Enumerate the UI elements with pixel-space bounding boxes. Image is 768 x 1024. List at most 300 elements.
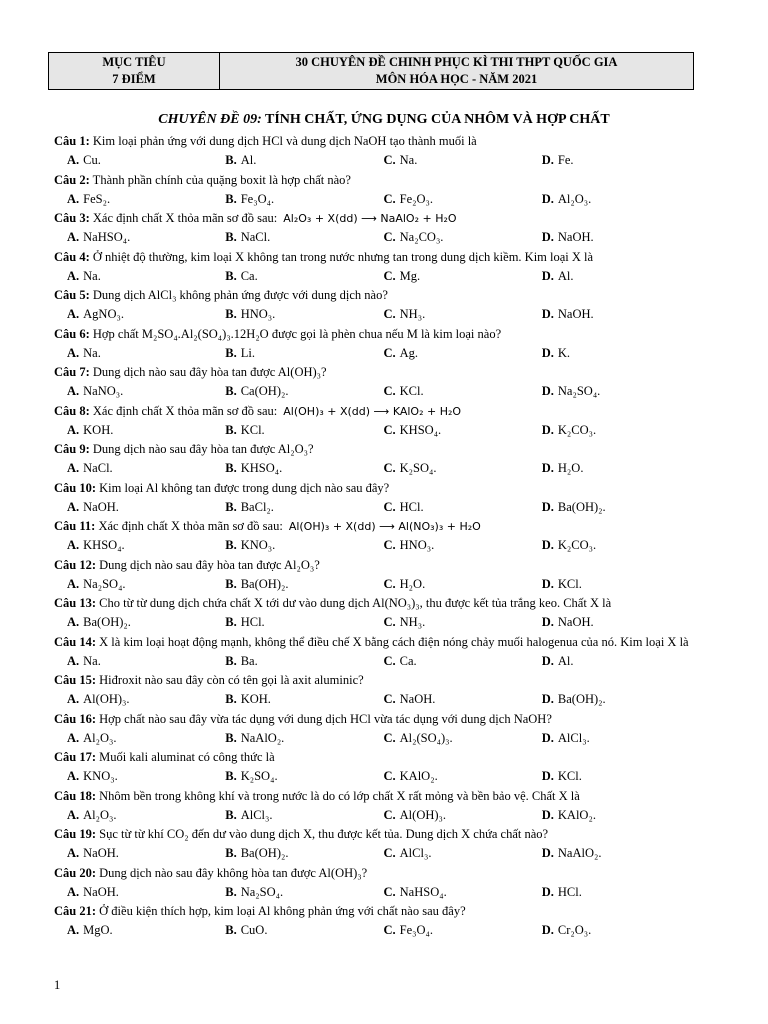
option-letter: D. (541, 730, 554, 745)
answer-options (54, 652, 700, 672)
answer-option (225, 536, 383, 556)
question-stem (54, 864, 700, 883)
question-stem (54, 286, 700, 305)
option-letter: B. (225, 923, 237, 937)
option-letter: B. (225, 807, 237, 822)
option-text: FeS₂. (83, 191, 111, 206)
question-number: Câu 19: (54, 827, 97, 841)
answer-options (54, 883, 700, 903)
option-text: AlCl₃. (557, 730, 590, 745)
answer-options (54, 844, 700, 864)
question-stem (54, 209, 700, 228)
option-text: NaNO₃. (83, 384, 124, 398)
option-letter: A. (67, 422, 80, 437)
option-text: Ag. (399, 345, 419, 360)
option-letter: D. (541, 268, 554, 283)
option-text: Na₂CO₃. (399, 230, 444, 244)
question-item (54, 902, 700, 941)
option-text: KCl. (557, 576, 582, 591)
option-letter: C. (383, 499, 396, 514)
question-stem (54, 517, 700, 536)
option-text: KAlO₂. (557, 807, 596, 822)
option-letter: C. (383, 615, 396, 629)
option-text: K₂SO₄. (399, 461, 437, 475)
question-number: Câu 15: (54, 673, 97, 687)
question-text: Ở nhiệt độ thường, kim loại X không tan trong nước nhưng tan trong dung dịch kiềm. Kim loại X là (89, 249, 594, 264)
option-text: AgNO₃. (83, 307, 124, 321)
option-text: Na₂SO₄. (83, 576, 126, 591)
question-number: Câu 8: (54, 403, 90, 418)
option-letter: A. (67, 807, 80, 822)
question-number: Câu 9: (54, 442, 90, 456)
option-letter: C. (383, 730, 396, 745)
answer-option (225, 729, 383, 749)
option-text: HCl. (399, 499, 424, 514)
answer-options (54, 151, 700, 171)
answer-option (225, 382, 383, 402)
answer-option (67, 844, 225, 864)
answer-option (67, 459, 225, 479)
answer-option (225, 344, 383, 364)
option-letter: D. (541, 191, 554, 206)
reaction-equation: Al(OH)₃ + X(dd) ⟶ KAlO₂ + H₂O (283, 404, 462, 418)
option-letter: A. (67, 268, 80, 283)
option-letter: D. (541, 692, 554, 706)
question-item (54, 209, 700, 248)
option-text: Ba(OH)₂. (557, 499, 606, 514)
answer-option (225, 421, 383, 441)
option-letter: C. (383, 576, 396, 591)
option-text: Al(OH)₃. (399, 807, 447, 822)
option-text: Ca. (399, 653, 417, 668)
question-text: Muối kali aluminat có công thức là (96, 750, 275, 764)
answer-option (542, 844, 700, 864)
option-letter: C. (383, 153, 396, 167)
answer-option (384, 498, 542, 518)
option-text: NH₃. (399, 307, 426, 321)
question-number: Câu 2: (54, 172, 90, 187)
answer-options (54, 267, 700, 287)
question-number: Câu 7: (54, 365, 90, 379)
chapter-title (0, 112, 768, 128)
option-text: KCl. (240, 422, 265, 437)
answer-options (54, 575, 700, 595)
question-item (54, 671, 700, 710)
question-text: Ở điều kiện thích hợp, kim loại Al không phản ứng với chất nào sau đây? (96, 904, 466, 918)
answer-option (225, 652, 383, 672)
option-letter: D. (541, 307, 554, 321)
answer-option (225, 767, 383, 787)
option-letter: C. (383, 345, 396, 360)
answer-option (225, 883, 383, 903)
option-text: HCl. (557, 884, 582, 899)
answer-option (384, 652, 542, 672)
option-letter: B. (225, 307, 237, 321)
answer-option (384, 267, 542, 287)
question-number: Câu 21: (54, 904, 97, 918)
option-letter: B. (225, 384, 237, 398)
answer-option (542, 190, 700, 210)
question-text: Dung dịch nào sau đây hòa tan được Al₂O₃? (89, 442, 314, 456)
option-text: NaOH. (83, 846, 119, 860)
option-text: NaOH. (83, 499, 119, 514)
answer-option (225, 613, 383, 633)
answer-option (384, 536, 542, 556)
question-item (54, 479, 700, 518)
question-stem (54, 132, 700, 151)
answer-option (67, 305, 225, 325)
question-text: Dung dịch nào sau đây không hòa tan được Al(OH)₃? (96, 865, 368, 880)
option-letter: B. (225, 499, 237, 514)
option-text: NaAlO₂. (557, 846, 602, 860)
option-letter: A. (67, 884, 80, 899)
header-target-cell (49, 53, 220, 89)
answer-option (542, 921, 700, 941)
header-target-line1: MỤC TIÊU (102, 55, 166, 69)
option-text: NaOH. (557, 307, 594, 321)
option-text: Fe. (557, 153, 574, 167)
answer-option (542, 421, 700, 441)
option-letter: B. (225, 422, 237, 437)
question-item (54, 517, 700, 556)
header-series-line2: MÔN HÓA HỌC - NĂM 2021 (375, 72, 538, 86)
option-letter: D. (541, 422, 554, 437)
answer-option (542, 498, 700, 518)
answer-option (542, 729, 700, 749)
option-letter: C. (383, 230, 396, 244)
question-list (54, 132, 700, 941)
question-number: Câu 11: (54, 519, 96, 533)
option-letter: D. (541, 884, 554, 899)
option-letter: C. (383, 692, 396, 706)
option-text: Ba(OH)₂. (240, 576, 289, 591)
answer-option (67, 575, 225, 595)
option-text: KOH. (240, 692, 271, 706)
answer-option (542, 652, 700, 672)
option-letter: D. (541, 345, 554, 360)
question-item (54, 748, 700, 787)
answer-option (542, 767, 700, 787)
answer-option (225, 305, 383, 325)
question-item (54, 325, 700, 364)
answer-option (67, 498, 225, 518)
option-text: KHSO₄. (399, 422, 442, 437)
question-item (54, 556, 700, 595)
option-text: Fe₃O₄. (240, 191, 275, 206)
option-text: Al₂O₃. (83, 730, 117, 745)
option-letter: B. (225, 230, 237, 244)
option-text: Na. (83, 653, 101, 668)
answer-options (54, 921, 700, 941)
answer-option (67, 690, 225, 710)
option-letter: B. (225, 268, 237, 283)
option-letter: C. (383, 653, 396, 668)
option-text: Al₂O₃. (557, 191, 592, 206)
option-letter: C. (383, 846, 396, 860)
option-letter: C. (383, 769, 396, 783)
option-text: NH₃. (399, 615, 426, 629)
answer-option (384, 382, 542, 402)
question-stem (54, 825, 700, 844)
question-item (54, 171, 700, 210)
reaction-equation: Al₂O₃ + X(dd) ⟶ NaAlO₂ + H₂O (283, 212, 457, 225)
option-letter: A. (67, 461, 80, 475)
option-letter: B. (225, 153, 237, 167)
answer-option (225, 267, 383, 287)
question-stem (54, 671, 700, 690)
option-letter: D. (541, 923, 554, 937)
option-text: H₂O. (399, 576, 426, 591)
answer-options (54, 729, 700, 749)
question-stem (54, 902, 700, 921)
option-letter: C. (383, 884, 396, 899)
option-letter: B. (225, 191, 237, 206)
option-text: KOH. (83, 422, 114, 437)
option-text: Al. (557, 653, 574, 668)
header-box (48, 52, 694, 90)
question-stem (54, 594, 700, 613)
answer-option (67, 344, 225, 364)
question-item (54, 363, 700, 402)
question-stem (54, 248, 700, 267)
question-stem (54, 556, 700, 575)
question-stem (54, 171, 700, 190)
question-text: Thành phần chính của quặng boxit là hợp chất nào? (89, 172, 351, 187)
option-letter: A. (67, 769, 80, 783)
option-letter: C. (383, 307, 396, 321)
answer-option (67, 151, 225, 171)
question-number: Câu 13: (54, 596, 97, 610)
option-letter: A. (67, 692, 80, 706)
answer-option (542, 344, 700, 364)
option-text: NaOH. (399, 692, 436, 706)
option-text: KNO₃. (240, 538, 276, 552)
option-text: KHSO₄. (83, 538, 125, 552)
question-number: Câu 4: (54, 249, 90, 264)
question-text: X là kim loại hoạt động mạnh, không thể điều chế X bằng cách điện nóng chảy muối halogenua của nó. Kim loại X là (96, 634, 689, 649)
option-letter: B. (225, 615, 237, 629)
option-text: Al. (557, 268, 574, 283)
answer-options (54, 767, 700, 787)
option-letter: D. (541, 576, 554, 591)
answer-option (542, 613, 700, 633)
answer-option (225, 921, 383, 941)
option-text: BaCl₂. (240, 499, 274, 514)
option-letter: A. (67, 615, 80, 629)
option-text: AlCl₃. (240, 807, 273, 822)
page-number: 1 (54, 978, 61, 992)
question-stem (54, 440, 700, 459)
answer-options (54, 228, 700, 248)
option-text: Al₂O₃. (83, 807, 117, 822)
answer-option (542, 382, 700, 402)
answer-option (225, 844, 383, 864)
answer-option (384, 575, 542, 595)
answer-option (67, 382, 225, 402)
chapter-title-text: TÍNH CHẤT, ỨNG DỤNG CỦA NHÔM VÀ HỢP CHẤT (261, 112, 610, 127)
option-text: MgO. (83, 923, 113, 937)
answer-options (54, 459, 700, 479)
option-text: KAlO₂. (399, 769, 438, 783)
answer-options (54, 344, 700, 364)
option-letter: A. (67, 923, 80, 937)
option-text: NaOH. (557, 230, 594, 244)
answer-options (54, 498, 700, 518)
option-letter: A. (67, 384, 80, 398)
option-letter: B. (225, 345, 237, 360)
question-text: Hiđroxit nào sau đây còn có tên gọi là axit aluminic? (96, 673, 364, 687)
option-letter: B. (225, 769, 237, 783)
option-text: Ca(OH)₂. (240, 384, 289, 398)
option-letter: C. (383, 384, 396, 398)
option-text: K₂SO₄. (240, 769, 278, 783)
answer-options (54, 806, 700, 826)
chapter-prefix: CHUYÊN ĐỀ 09: (158, 112, 262, 127)
option-letter: D. (541, 769, 554, 783)
answer-option (384, 921, 542, 941)
answer-option (384, 190, 542, 210)
question-number: Câu 14: (54, 634, 97, 649)
question-item (54, 402, 700, 441)
option-letter: D. (541, 538, 554, 552)
answer-options (54, 536, 700, 556)
option-letter: B. (225, 692, 237, 706)
option-letter: A. (67, 576, 80, 591)
answer-option (384, 421, 542, 441)
answer-option (542, 267, 700, 287)
option-text: Na. (83, 268, 101, 283)
question-text: Xác định chất X thỏa mãn sơ đồ sau: (89, 211, 278, 225)
option-letter: D. (541, 615, 554, 629)
answer-option (67, 613, 225, 633)
question-number: Câu 20: (54, 865, 97, 880)
option-letter: A. (67, 846, 80, 860)
question-number: Câu 16: (54, 711, 97, 726)
question-item (54, 132, 700, 171)
option-letter: C. (383, 268, 396, 283)
option-letter: B. (225, 538, 237, 552)
option-text: K. (557, 345, 571, 360)
answer-option (542, 459, 700, 479)
answer-option (225, 806, 383, 826)
answer-option (67, 536, 225, 556)
question-number: Câu 5: (54, 288, 90, 302)
answer-option (384, 729, 542, 749)
answer-option (225, 228, 383, 248)
question-item (54, 825, 700, 864)
answer-option (225, 575, 383, 595)
question-item (54, 710, 700, 749)
question-number: Câu 1: (54, 134, 90, 148)
header-series-line1: 30 CHUYÊN ĐỀ CHINH PHỤC KÌ THI THPT QUỐC GIA (295, 55, 618, 69)
option-letter: D. (541, 461, 554, 475)
question-stem (54, 479, 700, 498)
question-stem (54, 748, 700, 767)
option-letter: D. (541, 499, 554, 514)
option-text: NaCl. (240, 230, 271, 244)
answer-options (54, 382, 700, 402)
header-series-cell (220, 53, 693, 89)
answer-option (67, 652, 225, 672)
question-text: Sục từ từ khí CO₂ đến dư vào dung dịch X, thu được kết tủa. Dung dịch X chứa chất nào? (96, 827, 549, 841)
option-letter: A. (67, 499, 80, 514)
option-text: Na. (399, 153, 418, 167)
option-letter: B. (225, 846, 237, 860)
option-text: Ba(OH)₂. (83, 615, 131, 629)
answer-options (54, 305, 700, 325)
question-number: Câu 10: (54, 480, 97, 495)
question-stem (54, 325, 700, 344)
option-text: H₂O. (557, 461, 584, 475)
option-letter: A. (67, 538, 80, 552)
question-number: Câu 18: (54, 788, 97, 803)
option-letter: D. (541, 807, 554, 822)
option-letter: B. (225, 653, 237, 668)
option-letter: C. (383, 538, 396, 552)
answer-options (54, 190, 700, 210)
answer-option (384, 228, 542, 248)
answer-options (54, 613, 700, 633)
option-letter: C. (383, 422, 396, 437)
option-letter: A. (67, 230, 80, 244)
question-number: Câu 12: (54, 557, 97, 572)
option-text: Ca. (240, 268, 258, 283)
option-letter: D. (541, 653, 554, 668)
option-text: KNO₃. (83, 769, 118, 783)
question-number: Câu 6: (54, 326, 90, 341)
answer-option (542, 806, 700, 826)
answer-option (384, 883, 542, 903)
answer-options (54, 690, 700, 710)
answer-option (225, 498, 383, 518)
option-text: NaHSO₄. (83, 230, 131, 244)
option-letter: C. (383, 807, 396, 822)
answer-option (225, 151, 383, 171)
answer-option (67, 228, 225, 248)
option-text: Ba(OH)₂. (240, 846, 289, 860)
option-text: Al. (240, 153, 257, 167)
question-item (54, 594, 700, 633)
question-text: Cho từ từ dung dịch chứa chất X tới dư vào dung dịch Al(NO₃)₃, thu được kết tủa trắng keo. Chất X là (96, 596, 612, 610)
option-letter: D. (541, 153, 554, 167)
answer-option (67, 883, 225, 903)
question-text: Dung dịch nào sau đây hòa tan được Al(OH)₃? (89, 365, 327, 379)
option-letter: C. (383, 923, 396, 937)
answer-options (54, 421, 700, 441)
option-text: Fe₂O₃. (399, 191, 434, 206)
answer-option (542, 305, 700, 325)
option-text: KHSO₄. (240, 461, 283, 475)
option-text: Ba. (240, 653, 258, 668)
option-text: HNO₃. (240, 307, 276, 321)
question-item (54, 248, 700, 287)
question-item (54, 787, 700, 826)
option-text: NaHSO₄. (399, 884, 447, 899)
option-text: Al(OH)₃. (83, 692, 130, 706)
answer-option (384, 690, 542, 710)
question-text: Hợp chất nào sau đây vừa tác dụng với dung dịch HCl vừa tác dụng với dung dịch NaOH? (96, 711, 552, 726)
option-letter: A. (67, 730, 80, 745)
option-letter: A. (67, 191, 80, 206)
reaction-equation: Al(OH)₃ + X(dd) ⟶ Al(NO₃)₃ + H₂O (288, 520, 481, 533)
answer-option (542, 228, 700, 248)
option-text: HNO₃. (399, 538, 435, 552)
question-text: Hợp chất M₂SO₄.Al₂(SO₄)₃.12H₂O được gọi là phèn chua nếu M là kim loại nào? (89, 326, 502, 341)
answer-option (225, 459, 383, 479)
answer-option (67, 190, 225, 210)
answer-option (384, 613, 542, 633)
question-number: Câu 3: (54, 211, 90, 225)
